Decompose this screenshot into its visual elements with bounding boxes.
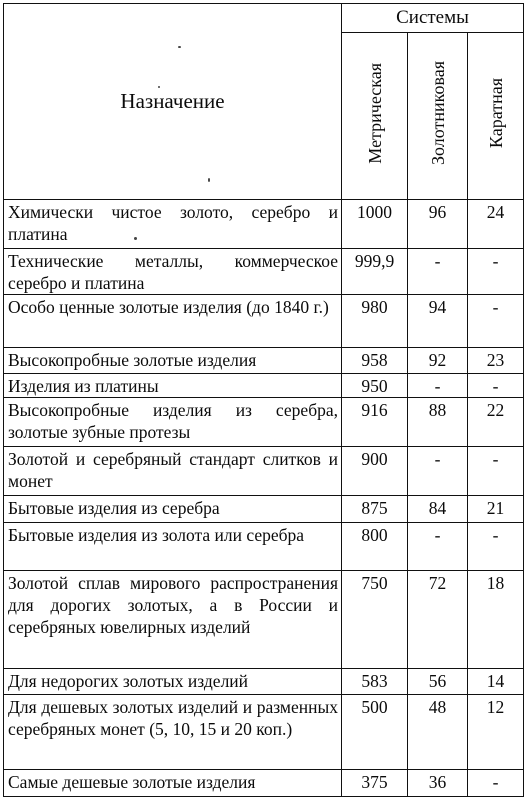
zolotnik-cell: - bbox=[408, 522, 468, 570]
zolotnik-cell: 94 bbox=[408, 295, 468, 347]
purpose-cell: Для дешевых золотых изделий и разменных серебряных монет (5, 10, 15 и 20 коп.) bbox=[4, 695, 342, 769]
scan-speck bbox=[208, 178, 210, 182]
table-row bbox=[4, 522, 524, 570]
karat-cell: 22 bbox=[468, 397, 524, 446]
header-systems: Системы bbox=[342, 4, 524, 33]
header-zolotnik-cell bbox=[408, 33, 468, 200]
purpose-cell: Высокопробные изделия из серебра, золотые зубные протезы bbox=[4, 397, 342, 446]
purpose-cell: Золотой сплав мирового распространения для дорогих золотых, а в России и серебряных ювелирных изделий bbox=[4, 570, 342, 668]
karat-cell: - bbox=[468, 295, 524, 347]
table-row bbox=[4, 295, 524, 347]
purpose-cell: Бытовые изделия из золота или серебра bbox=[4, 522, 342, 570]
purpose-cell: Химически чистое золото, серебро и платина bbox=[4, 200, 342, 249]
zolotnik-cell: - bbox=[408, 373, 468, 397]
zolotnik-cell: - bbox=[408, 447, 468, 496]
header-zolotnik: Золотниковая bbox=[427, 61, 448, 166]
scan-speck bbox=[178, 46, 181, 48]
metric-cell: 999,9 bbox=[342, 249, 408, 295]
zolotnik-cell: 48 bbox=[408, 695, 468, 769]
purpose-cell: Бытовые изделия из серебра bbox=[4, 496, 342, 522]
metric-cell: 500 bbox=[342, 695, 408, 769]
karat-cell: - bbox=[468, 249, 524, 295]
metric-cell: 916 bbox=[342, 397, 408, 446]
purpose-cell: Для недорогих золотых изделий bbox=[4, 669, 342, 695]
metric-cell: 375 bbox=[342, 769, 408, 796]
metric-cell: 583 bbox=[342, 669, 408, 695]
karat-cell: 12 bbox=[468, 695, 524, 769]
metric-cell: 900 bbox=[342, 447, 408, 496]
zolotnik-cell: 36 bbox=[408, 769, 468, 796]
purpose-cell: Особо ценные золотые изделия (до 1840 г.) bbox=[4, 295, 342, 347]
karat-cell: - bbox=[468, 447, 524, 496]
metric-cell: 875 bbox=[342, 496, 408, 522]
zolotnik-cell: 92 bbox=[408, 347, 468, 373]
zolotnik-cell: 88 bbox=[408, 397, 468, 446]
purpose-cell: Высокопробные золотые изделия bbox=[4, 347, 342, 373]
zolotnik-cell: 72 bbox=[408, 570, 468, 668]
table-row bbox=[4, 200, 524, 249]
table-row bbox=[4, 347, 524, 373]
zolotnik-cell: - bbox=[408, 249, 468, 295]
header-karat-cell bbox=[468, 33, 524, 200]
header-metric-cell bbox=[342, 33, 408, 200]
table-row bbox=[4, 769, 524, 796]
karat-cell: 23 bbox=[468, 347, 524, 373]
metric-cell: 958 bbox=[342, 347, 408, 373]
purpose-cell: Технические металлы, коммерческое серебро и платина bbox=[4, 249, 342, 295]
karat-cell: - bbox=[468, 373, 524, 397]
header-row-top bbox=[4, 4, 524, 33]
header-metric: Метрическая bbox=[364, 63, 385, 164]
table-row bbox=[4, 669, 524, 695]
karat-cell: - bbox=[468, 522, 524, 570]
karat-cell: 18 bbox=[468, 570, 524, 668]
header-karat: Каратная bbox=[485, 78, 506, 149]
scan-speck bbox=[158, 86, 160, 88]
karat-cell: 24 bbox=[468, 200, 524, 249]
table-row bbox=[4, 447, 524, 496]
table-row bbox=[4, 249, 524, 295]
karat-cell: 14 bbox=[468, 669, 524, 695]
scan-speck bbox=[134, 237, 137, 240]
metric-cell: 750 bbox=[342, 570, 408, 668]
zolotnik-cell: 84 bbox=[408, 496, 468, 522]
purpose-cell: Самые дешевые золотые изделия bbox=[4, 769, 342, 796]
table-row bbox=[4, 695, 524, 769]
table-row bbox=[4, 397, 524, 446]
karat-cell: 21 bbox=[468, 496, 524, 522]
karat-cell: - bbox=[468, 769, 524, 796]
metric-cell: 1000 bbox=[342, 200, 408, 249]
purpose-cell: Изделия из платины bbox=[4, 373, 342, 397]
table-row bbox=[4, 373, 524, 397]
metric-cell: 980 bbox=[342, 295, 408, 347]
header-purpose: Назначение bbox=[4, 4, 342, 200]
table-row bbox=[4, 570, 524, 668]
zolotnik-cell: 56 bbox=[408, 669, 468, 695]
metric-cell: 800 bbox=[342, 522, 408, 570]
purpose-cell: Золотой и серебряный стандарт слитков и монет bbox=[4, 447, 342, 496]
assay-systems-table bbox=[3, 3, 524, 797]
zolotnik-cell: 96 bbox=[408, 200, 468, 249]
metric-cell: 950 bbox=[342, 373, 408, 397]
table-row bbox=[4, 496, 524, 522]
